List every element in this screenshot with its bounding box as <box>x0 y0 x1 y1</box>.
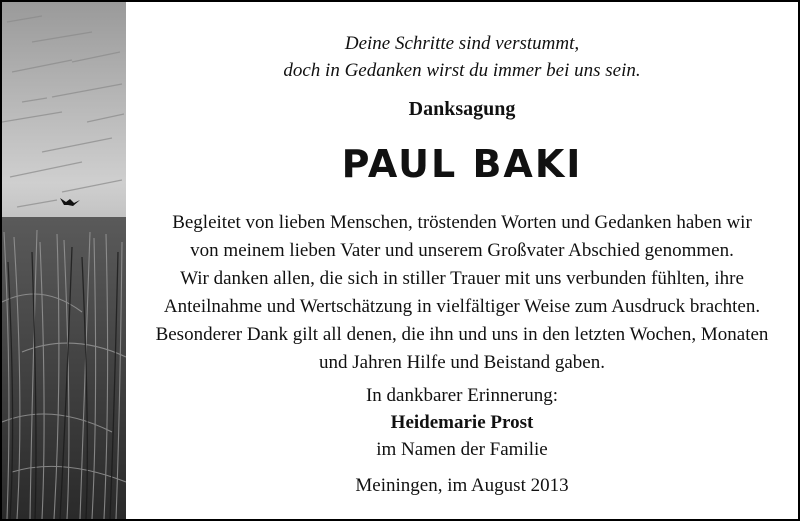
motto-line: doch in Gedanken wirst du immer bei uns sein. <box>283 60 641 81</box>
motto-line: Deine Schritte sind verstummt, <box>344 33 580 54</box>
notice-content <box>126 2 798 519</box>
deceased-name: PAUL BAKI <box>341 142 583 186</box>
wheatfield-illustration <box>2 2 126 519</box>
body-text <box>126 209 798 377</box>
body-line: Anteilnahme und Wertschätzung in vielfältiger Weise zum Ausdruck brachten. <box>163 296 761 317</box>
body-line: und Jahren Hilfe und Beistand gaben. <box>319 352 605 373</box>
closing-intro: In dankbarer Erinnerung: <box>365 385 559 406</box>
body-line: Wir danken allen, die sich in stiller Trauer mit uns verbunden fühlten, ihre <box>180 268 744 289</box>
motto <box>126 30 798 84</box>
closing <box>126 382 798 463</box>
body-line: Besonderer Dank gilt all denen, die ihn und uns in den letzten Wochen, Monaten <box>155 324 769 345</box>
place-date: Meiningen, im August 2013 <box>355 475 569 496</box>
heading: Danksagung <box>408 98 516 120</box>
family-note: im Namen der Familie <box>376 439 548 460</box>
signer-name: Heidemarie Prost <box>390 412 534 433</box>
body-line: Begleitet von lieben Menschen, tröstenden Worten und Gedanken haben wir <box>172 212 752 233</box>
body-line: von meinem lieben Vater und unserem Großvater Abschied genommen. <box>190 240 734 261</box>
